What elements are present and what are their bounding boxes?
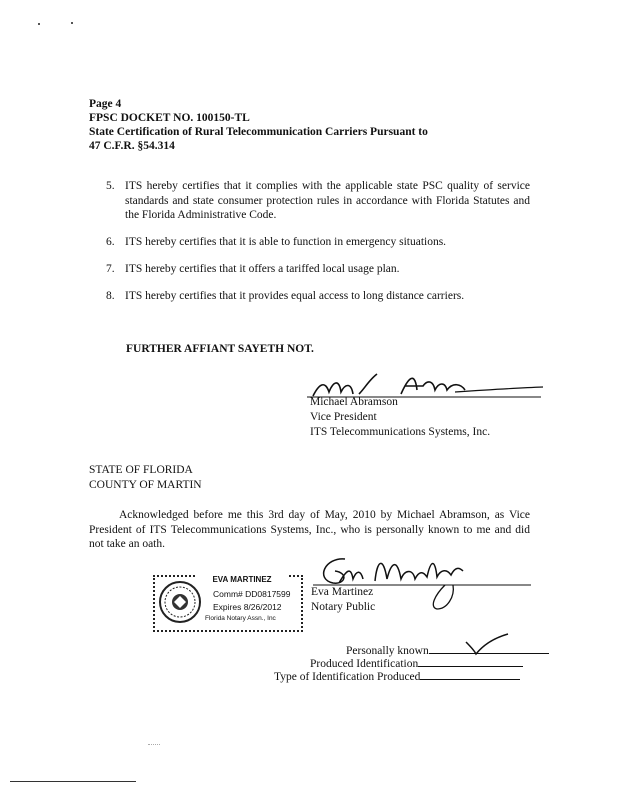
produced-identification-label: Produced Identification (310, 658, 419, 670)
docket-number: FPSC DOCKET NO. 100150-TL (89, 112, 250, 124)
list-item (106, 262, 530, 277)
venue-county: COUNTY OF MARTIN (89, 479, 202, 491)
identification-type-blank (420, 669, 520, 680)
stamp-expiration: Expires 8/26/2012 (213, 602, 282, 612)
produced-identification-blank (418, 656, 523, 667)
affiant-closing: FURTHER AFFIANT SAYETH NOT. (126, 343, 314, 355)
list-item (106, 235, 530, 250)
personally-known-label: Personally known (346, 645, 429, 657)
item-number: 6. (106, 236, 115, 248)
stamp-commission: Comm# DD0817599 (213, 589, 291, 599)
item-text: ITS hereby certifies that it provides equal access to long distance carriers. (125, 290, 465, 302)
signer-block (310, 395, 490, 440)
acknowledgment-paragraph: Acknowledged before me this 3rd day of May, 2010 by Michael Abramson, as Vice President of ITS Telecommunications Systems, Inc., who is personally known to me and did not take an oath. (89, 509, 530, 550)
stamp-name: EVA MARTINEZ (197, 574, 287, 585)
checkmark-icon (462, 632, 512, 658)
stamp-association: Florida Notary Assn., Inc (205, 615, 276, 622)
footnote-rule (10, 781, 136, 782)
list-item (106, 179, 530, 223)
item-number: 5. (106, 180, 115, 192)
notary-title: Notary Public (311, 601, 376, 613)
signer-name: Michael Abramson (310, 396, 398, 408)
item-text: ITS hereby certifies that it is able to function in emergency situations. (125, 236, 447, 248)
list-item (106, 289, 530, 304)
scan-artifact (148, 744, 160, 749)
scan-speck (71, 22, 73, 24)
identification-type-line (274, 669, 520, 683)
item-text: ITS hereby certifies that it offers a tariffed local usage plan. (125, 263, 400, 275)
document-title-line1: State Certification of Rural Telecommunication Carriers Pursuant to (89, 126, 428, 138)
signer-title: Vice President (310, 411, 377, 423)
venue (89, 463, 202, 493)
notary-seal-icon (158, 580, 202, 624)
scan-speck (38, 23, 40, 25)
notary-name: Eva Martinez (311, 586, 374, 598)
page-header (89, 97, 428, 153)
notary-stamp (153, 575, 303, 632)
item-number: 7. (106, 263, 115, 275)
produced-identification-line (310, 656, 523, 670)
page-number: Page 4 (89, 98, 122, 110)
personally-known-line (346, 643, 549, 657)
notary-block (311, 585, 375, 615)
item-text: ITS hereby certifies that it complies with the applicable state PSC quality of service standards and state consumer protection rules in accordance with Florida Statutes and the Florida Administrative Code. (125, 180, 530, 221)
item-number: 8. (106, 290, 115, 302)
signer-company: ITS Telecommunications Systems, Inc. (310, 426, 491, 438)
venue-state: STATE OF FLORIDA (89, 464, 193, 476)
document-title-line2: 47 C.F.R. §54.314 (89, 140, 175, 152)
identification-type-label: Type of Identification Produced (274, 671, 421, 683)
